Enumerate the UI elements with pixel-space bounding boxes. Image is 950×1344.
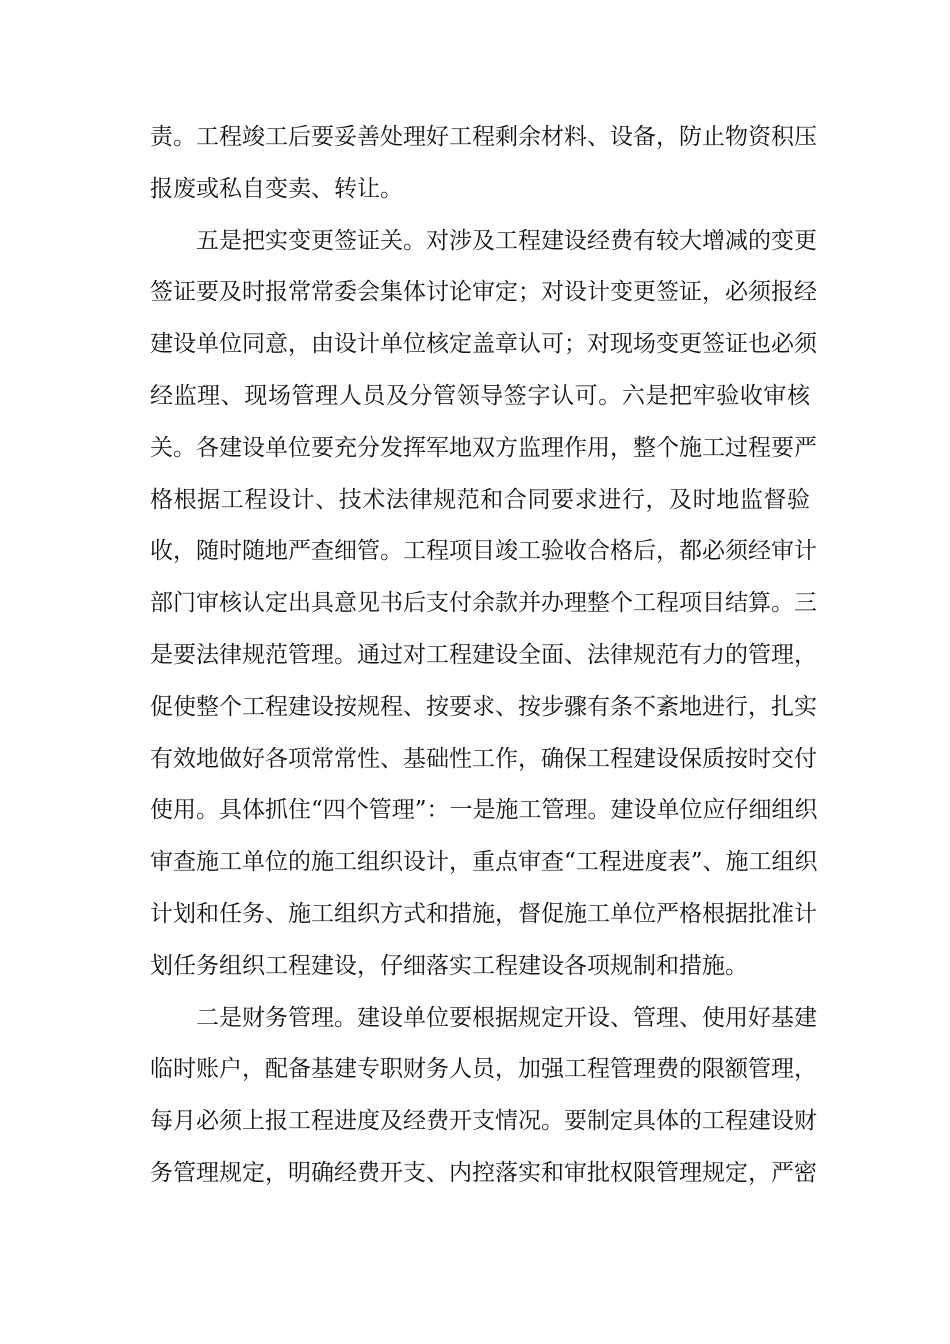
text-line: 务管理规定，明确经费开支、内控落实和审批权限管理规定，严密 [150, 1159, 817, 1186]
text-line: 报废或私自变卖、转让。 [150, 175, 403, 202]
text-line: 建设单位同意，由设计单位核定盖章认可；对现场变更签证也必须 [150, 331, 817, 358]
text-line: 部门审核认定出具意见书后支付余款并办理整个工程项目结算。三 [150, 590, 817, 617]
text-line: 有效地做好各项常常性、基础性工作，确保工程建设保质按时交付 [150, 745, 817, 772]
text-line: 签证要及时报常常委会集体讨论审定；对设计变更签证，必须报经 [150, 279, 817, 306]
text-line: 格根据工程设计、技术法律规范和合同要求进行，及时地监督验 [150, 486, 810, 513]
text-line: 经监理、现场管理人员及分管领导签字认可。六是把牢验收审核 [150, 382, 810, 409]
text-line: 关。各建设单位要充分发挥军地双方监理作用，整个施工过程要严 [150, 434, 817, 461]
text-line: 促使整个工程建设按规程、按要求、按步骤有条不紊地进行，扎实 [150, 693, 817, 720]
text-line: 是要法律规范管理。通过对工程建设全面、法律规范有力的管理， [150, 641, 817, 668]
text-line: 每月必须上报工程进度及经费开支情况。要制定具体的工程建设财 [150, 1108, 817, 1135]
text-line: 审查施工单位的施工组织设计，重点审查“工程进度表”、施工组织 [150, 849, 818, 876]
text-line: 计划和任务、施工组织方式和措施，督促施工单位严格根据批准计 [150, 900, 817, 927]
text-line: 临时账户，配备基建专职财务人员，加强工程管理费的限额管理， [150, 1056, 817, 1083]
text-line: 二是财务管理。建设单位要根据规定开设、管理、使用好基建 [196, 1004, 817, 1031]
text-line: 五是把实变更签证关。对涉及工程建设经费有较大增减的变更 [196, 227, 817, 254]
text-line: 责。工程竣工后要妥善处理好工程剩余材料、设备，防止物资积压 [150, 124, 817, 150]
text-line: 使用。具体抓住“四个管理”：一是施工管理。建设单位应仔细组织 [150, 797, 818, 824]
text-line: 收，随时随地严查细管。工程项目竣工验收合格后，都必须经审计 [150, 538, 817, 565]
text-line: 划任务组织工程建设，仔细落实工程建设各项规制和措施。 [150, 952, 748, 979]
body-text [150, 112, 818, 1200]
